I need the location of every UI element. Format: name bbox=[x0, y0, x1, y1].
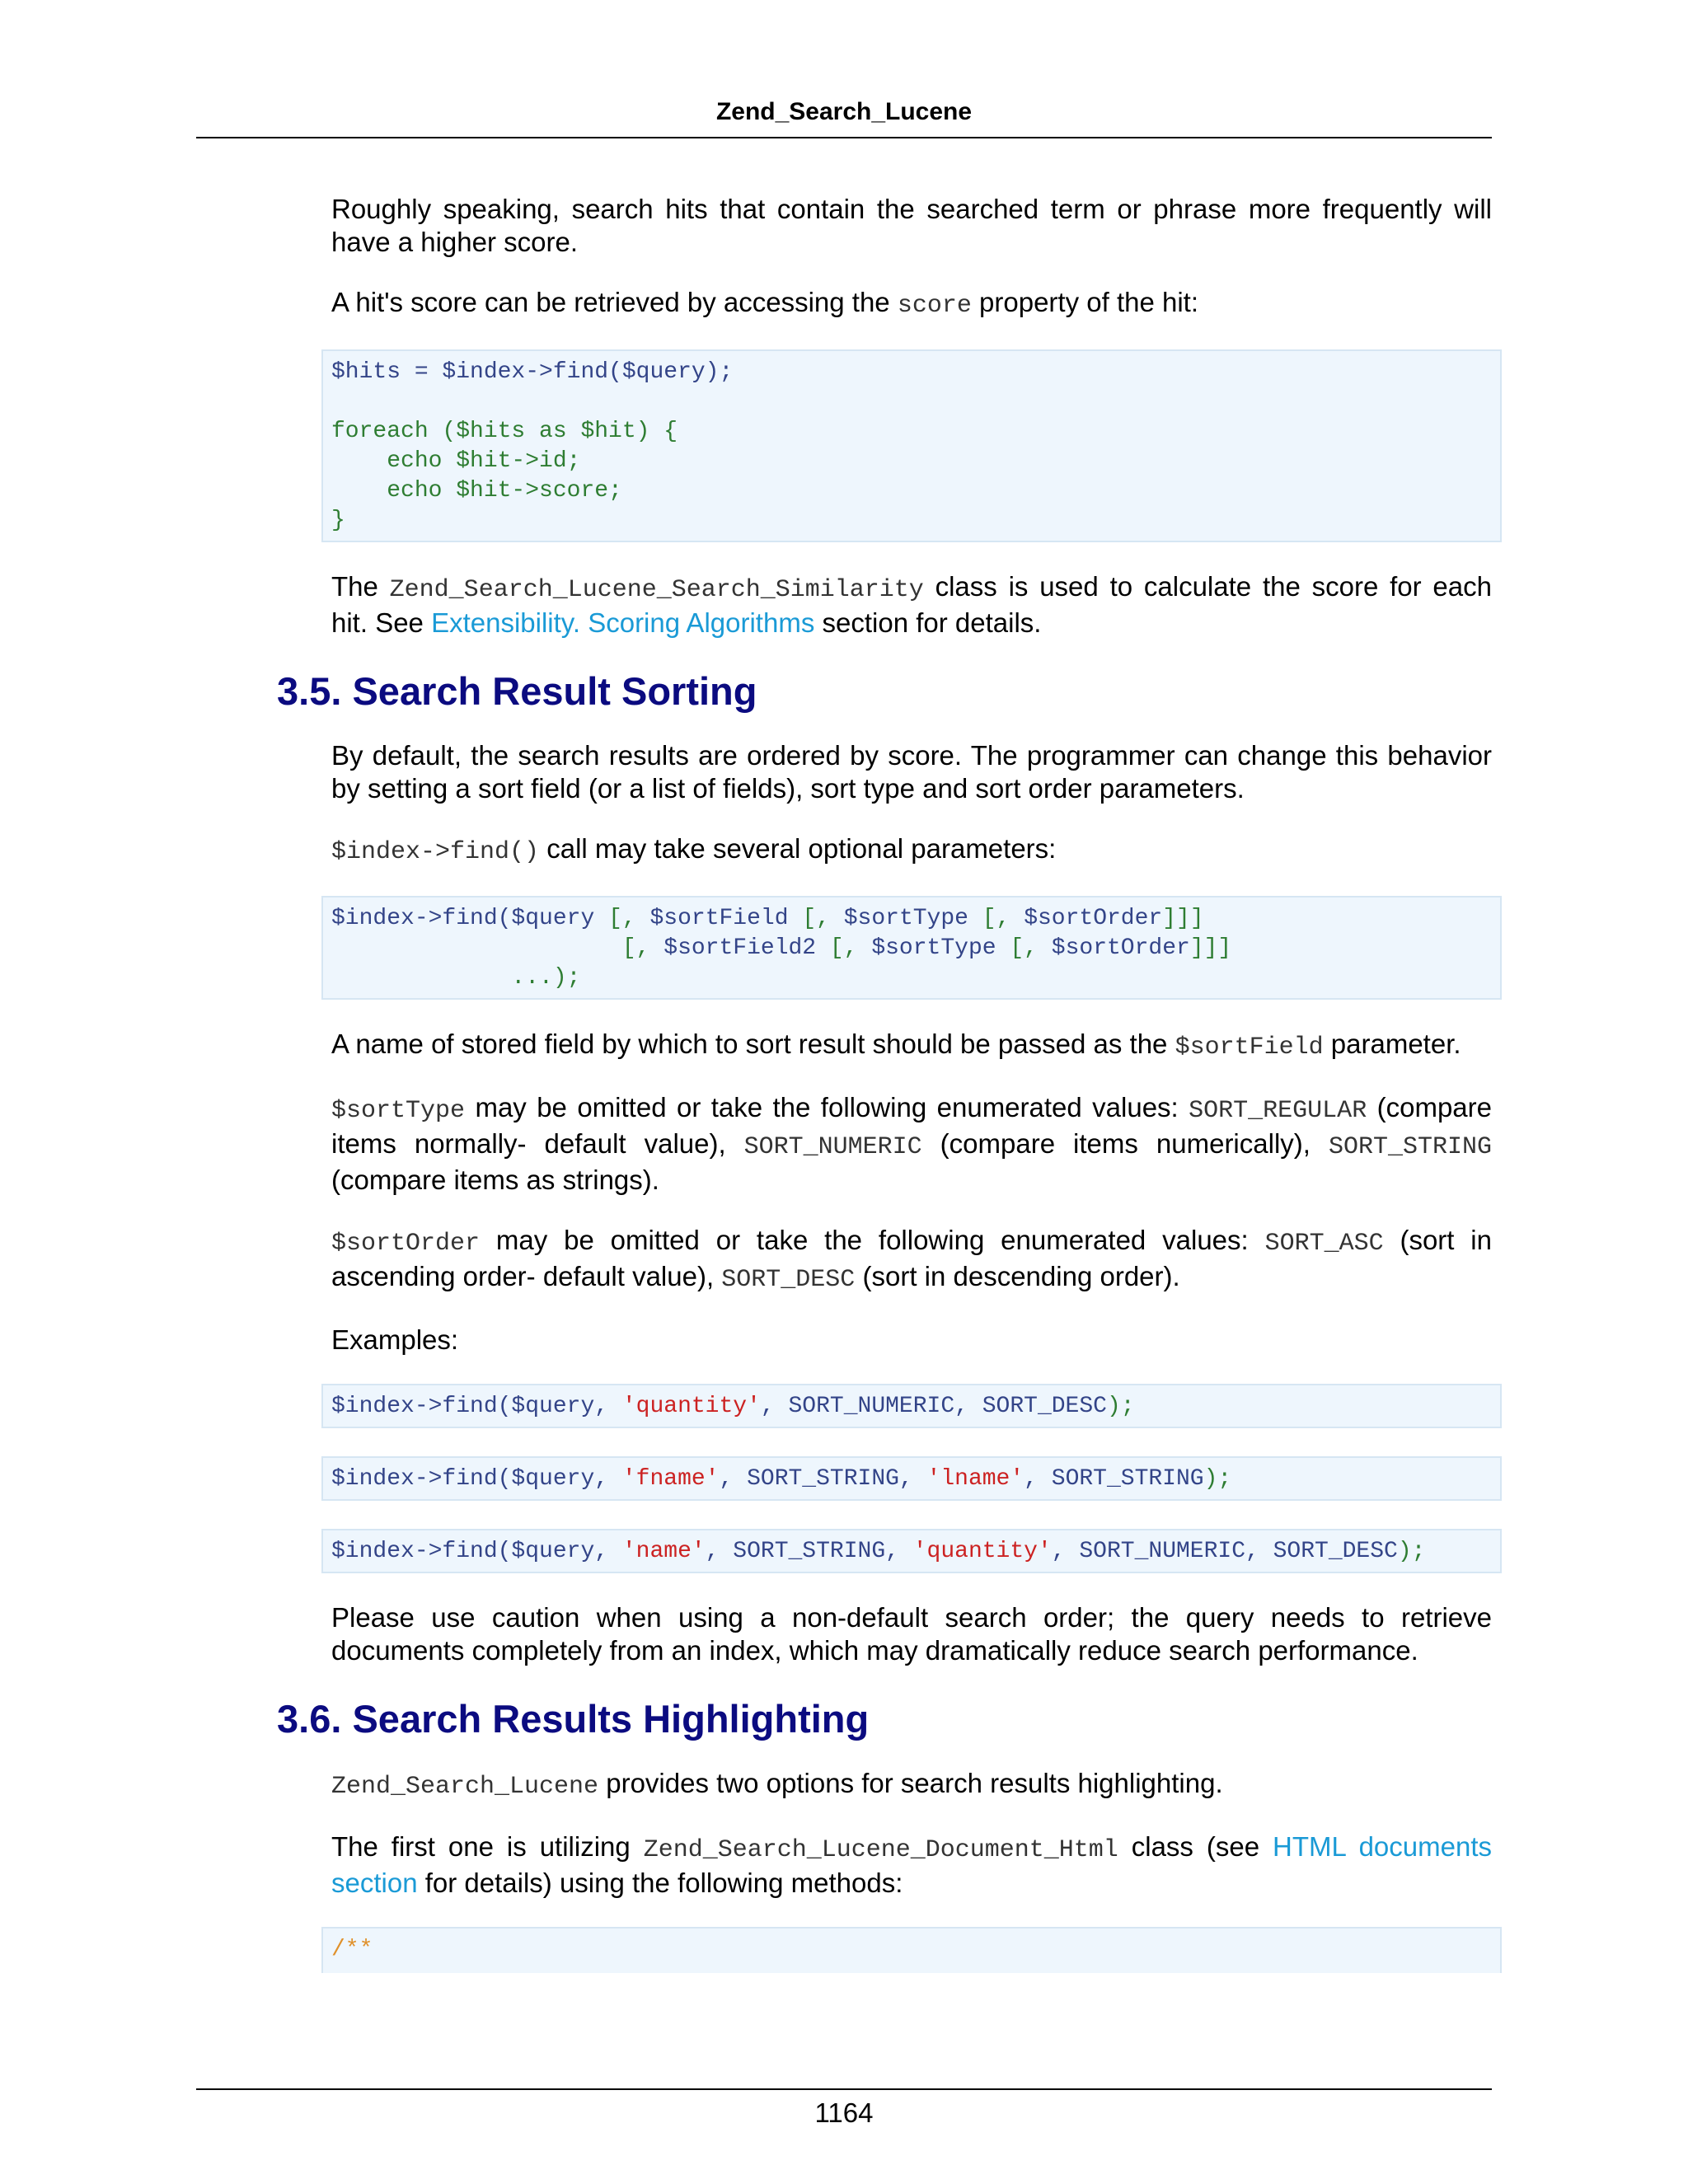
paragraph-html-document bbox=[331, 1830, 1492, 1900]
inline-code: $sortField bbox=[1175, 1033, 1324, 1062]
code-token: [, bbox=[331, 935, 664, 961]
code-token: , SORT_STRING bbox=[1024, 1466, 1204, 1492]
code-token: ); bbox=[1106, 1394, 1135, 1419]
code-token: , SORT_NUMERIC, SORT_DESC bbox=[1051, 1539, 1398, 1564]
text: The first one is utilizing bbox=[331, 1831, 644, 1862]
code-string: 'quantity' bbox=[912, 1539, 1052, 1564]
code-comment: /** bbox=[331, 1937, 373, 1962]
inline-code: SORT_REGULAR bbox=[1189, 1097, 1367, 1125]
code-string: 'lname' bbox=[926, 1466, 1025, 1492]
paragraph-caution: Please use caution when using a non-default search order; the query needs to retrieve documents completely from an index, which may dramatically reduce search performance. bbox=[331, 1602, 1492, 1666]
text: (sort in descending order). bbox=[855, 1261, 1180, 1291]
text: call may take several optional parameters: bbox=[539, 833, 1057, 864]
inline-code: $index->find() bbox=[331, 838, 540, 866]
code-block-example-3 bbox=[321, 1529, 1502, 1573]
code-token: ...); bbox=[331, 965, 581, 991]
text: class is used to calculate the score for each hit. See bbox=[331, 571, 1492, 638]
code-string: 'fname' bbox=[621, 1466, 720, 1492]
text: for details) using the following methods: bbox=[417, 1868, 903, 1898]
heading-search-result-sorting: 3.5. Search Result Sorting bbox=[277, 669, 757, 713]
link-html-documents-section[interactable]: HTML documents section bbox=[331, 1831, 1492, 1898]
footer-rule bbox=[196, 2088, 1492, 2090]
inline-code: Zend_Search_Lucene bbox=[331, 1773, 599, 1801]
text: section for details. bbox=[814, 607, 1042, 638]
code-block-hits-score bbox=[321, 349, 1502, 542]
text: class (see bbox=[1118, 1831, 1273, 1862]
inline-code: $sortType bbox=[331, 1097, 466, 1125]
code-token: , SORT_STRING, bbox=[719, 1466, 927, 1492]
code-token: ]]] bbox=[1162, 906, 1204, 931]
text: (compare items numerically), bbox=[921, 1128, 1329, 1159]
code-block-example-1 bbox=[321, 1384, 1502, 1428]
text: may be omitted or take the following enumerated values: bbox=[465, 1092, 1189, 1122]
text: A name of stored field by which to sort result should be passed as the bbox=[331, 1029, 1175, 1059]
paragraph-sortfield bbox=[331, 1028, 1492, 1064]
paragraph-find-params bbox=[331, 832, 1492, 869]
inline-code: SORT_ASC bbox=[1264, 1230, 1384, 1258]
code-token: [, bbox=[594, 906, 650, 931]
inline-code: $sortOrder bbox=[331, 1230, 481, 1258]
code-token: [, bbox=[968, 906, 1025, 931]
code-string: 'quantity' bbox=[621, 1394, 761, 1419]
inline-code: SORT_DESC bbox=[721, 1266, 856, 1294]
code-token: $index->find($query bbox=[331, 906, 595, 931]
text: (sort in ascending order- default value), bbox=[331, 1225, 1492, 1291]
code-token: ); bbox=[1203, 1466, 1232, 1492]
code-block-example-2 bbox=[321, 1456, 1502, 1501]
paragraph-sortorder bbox=[331, 1224, 1492, 1296]
text: provides two options for search results highlighting. bbox=[598, 1768, 1223, 1798]
running-header: Zend_Search_Lucene bbox=[715, 98, 973, 125]
code-line: echo $hit->score; bbox=[331, 478, 622, 504]
inline-code: SORT_NUMERIC bbox=[743, 1133, 922, 1161]
paragraph-sorttype bbox=[331, 1091, 1492, 1197]
code-token: $sortType bbox=[871, 935, 996, 961]
header-rule bbox=[196, 137, 1492, 138]
paragraph-highlight-options bbox=[331, 1767, 1492, 1803]
link-scoring-algorithms[interactable]: Extensibility. Scoring Algorithms bbox=[431, 607, 815, 638]
page-content bbox=[0, 193, 1688, 1973]
code-token: $index->find($query, bbox=[331, 1539, 622, 1564]
text: (compare items as strings). bbox=[331, 1165, 659, 1195]
inline-code: Zend_Search_Lucene_Search_Similarity bbox=[389, 576, 924, 604]
code-token: $sortField bbox=[649, 906, 789, 931]
text: property of the hit: bbox=[971, 287, 1199, 317]
heading-search-results-highlighting: 3.6. Search Results Highlighting bbox=[277, 1697, 870, 1741]
code-block-highlight-start bbox=[321, 1927, 1502, 1973]
text: The bbox=[331, 571, 390, 602]
code-token: $index->find($query, bbox=[331, 1466, 622, 1492]
paragraph-examples-label: Examples: bbox=[331, 1324, 459, 1355]
inline-code: score bbox=[897, 292, 972, 320]
code-token: $index->find($query, bbox=[331, 1394, 622, 1419]
code-token: , SORT_NUMERIC, SORT_DESC bbox=[760, 1394, 1107, 1419]
code-token: $sortField2 bbox=[663, 935, 817, 961]
code-line: echo $hit->id; bbox=[331, 448, 581, 474]
code-line: } bbox=[331, 508, 345, 533]
paragraph-score-property bbox=[331, 286, 1492, 322]
inline-code: SORT_STRING bbox=[1328, 1133, 1492, 1161]
text: A hit's score can be retrieved by accessing the bbox=[331, 287, 898, 317]
text: parameter. bbox=[1323, 1029, 1461, 1059]
code-token: ); bbox=[1397, 1539, 1426, 1564]
code-string: 'name' bbox=[621, 1539, 706, 1564]
code-token: [, bbox=[788, 906, 844, 931]
code-block-find-signature bbox=[321, 896, 1502, 1000]
paragraph-score-intro: Roughly speaking, search hits that contain the searched term or phrase more frequently will have a higher score. bbox=[331, 194, 1492, 257]
code-line: $hits = $index->find($query); bbox=[331, 359, 734, 385]
code-line: foreach ($hits as $hit) { bbox=[331, 419, 678, 444]
page-number: 1164 bbox=[814, 2097, 874, 2128]
paragraph-similarity bbox=[331, 570, 1492, 640]
text: may be omitted or take the following enumerated values: bbox=[480, 1225, 1265, 1255]
code-token: ]]] bbox=[1189, 935, 1232, 961]
text: (compare items normally- default value), bbox=[331, 1092, 1493, 1159]
code-token: [, bbox=[996, 935, 1052, 961]
code-token: $sortType bbox=[843, 906, 968, 931]
code-token: [, bbox=[816, 935, 872, 961]
code-token: , SORT_STRING, bbox=[705, 1539, 913, 1564]
inline-code: Zend_Search_Lucene_Document_Html bbox=[643, 1836, 1118, 1864]
code-token: $sortOrder bbox=[1024, 906, 1163, 931]
code-token: $sortOrder bbox=[1051, 935, 1190, 961]
paragraph-sorting-intro: By default, the search results are ordered by score. The programmer can change this behavior by setting a sort field (or a list of fields), sort type and sort order parameters. bbox=[331, 740, 1492, 804]
